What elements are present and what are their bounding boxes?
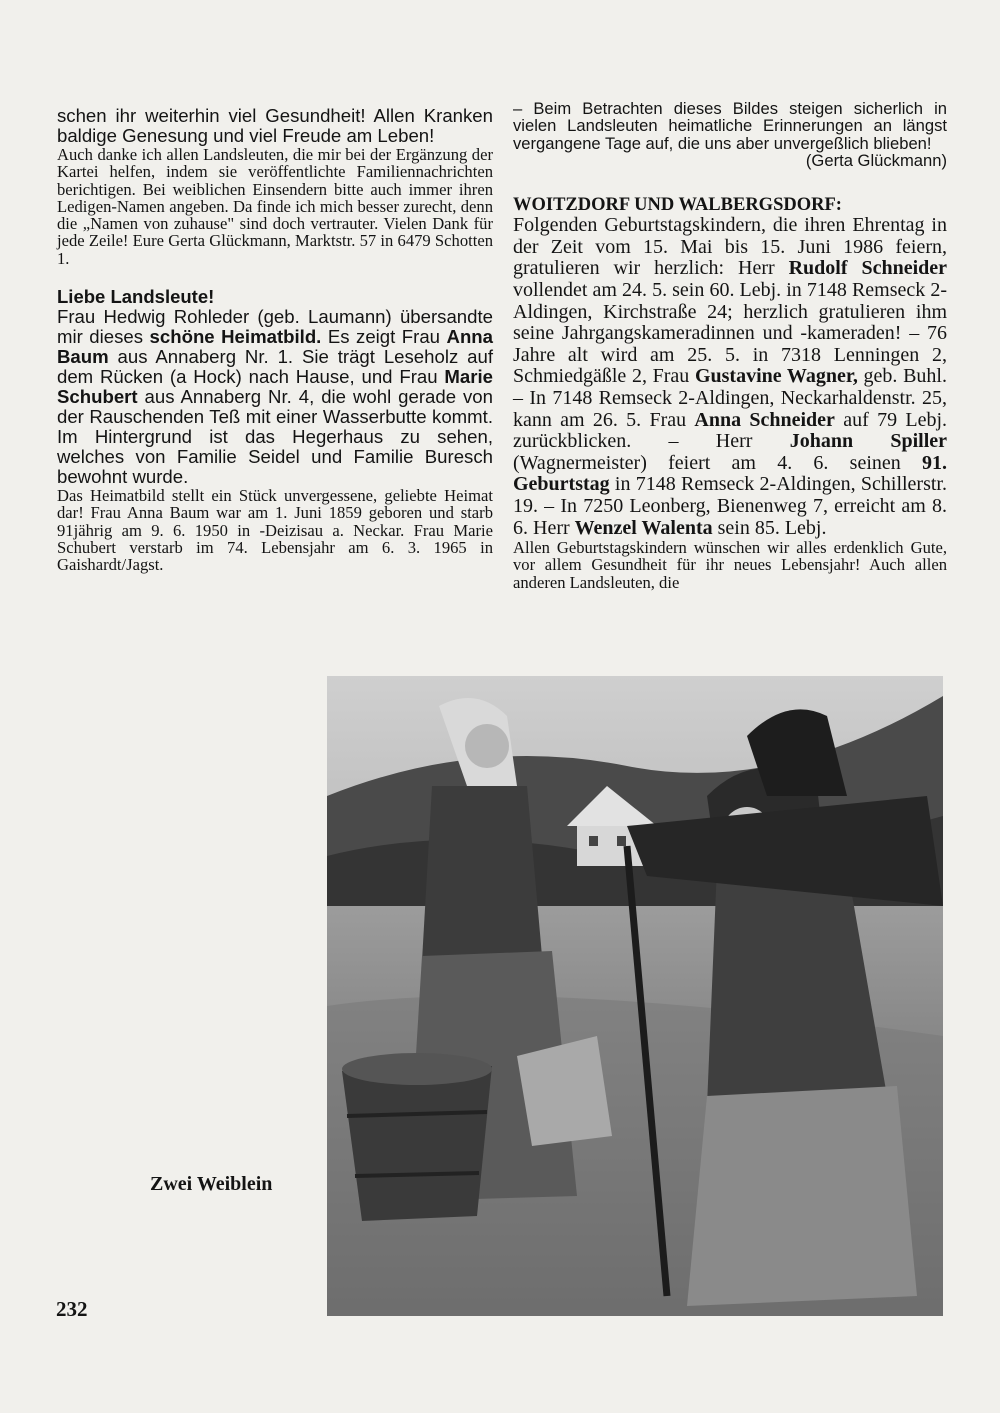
right-intro-text: – Beim Betrachten dieses Bildes steigen sicherlich in vielen Landsleuten heimatliche Erinnerungen an längst vergangene Tage auf, die uns aber unvergeßlich blieben! (Gerta Glückmann) [513, 99, 947, 170]
left-thanks-text: Auch danke ich allen Landsleuten, die mir bei der Ergänzung der Kartei helfen, indem sie veröffentlichte Familiennachrichten berichtigen. Bei weiblichen Einsendern bitte auch immer ihren Ledigen-Namen angeben. Da finde ich mich besser zurecht, denn die „Namen von zuhause" sind doch vertrauter. Vielen Dank für jede Zeile! Eure Gerta Glückmann, Marktstr. 57 in 6479 Schotten 1. [57, 145, 493, 268]
right-heading: WOITZDORF UND WALBERGSDORF: [513, 195, 842, 216]
page-number: 232 [56, 1297, 88, 1321]
left-intro-text: schen ihr weiterhin viel Gesundheit! Allen Kranken baldige Genesung und viel Freude am Leben! [57, 105, 493, 146]
photo-illustration [327, 676, 943, 1316]
left-closing-text: Das Heimatbild stellt ein Stück unvergessene, geliebte Heimat dar! Frau Anna Baum war am 1. Juni 1859 geboren und starb 91jährig am 9. 6. 1950 in -Deizisau a. Neckar. Frau Marie Schubert verstarb im 74. Lebensjahr am 6. 3. 1965 in Gaishardt/Jagst. [57, 486, 493, 575]
heimatbild-photo [327, 676, 943, 1316]
right-column [513, 100, 947, 591]
signature: (Gerta Glückmann) [805, 150, 947, 170]
right-closing-text: Allen Geburtstagskindern wünschen wir alles erdenklich Gute, vor allem Gesundheit für ihr neues Lebensjahr! Auch allen anderen Landsleuten, die [513, 538, 947, 592]
photo-caption: Zwei Weiblein [150, 1173, 273, 1195]
right-body-text: Folgenden Geburtstagskindern, die ihren Ehrentag in der Zeit vom 15. Mai bis 15. Juni 1986 feiern, gratulieren wir herzlich: Herr Rudolf Schneider vollendet am 24. 5. sein 60. Lebj. in 7148 Remseck 2-Aldingen, Kirchstraße 24; herzlich gratulieren ihm seine Jahrgangskameradinnen und -kameraden! – 76 Jahre alt wird am 25. 5. in 7318 Lenningen 2, Schmiedgäßle 2, Frau Gustavine Wagner, geb. Buhl. – In 7148 Remseck 2-Aldingen, Neckarhaldenstr. 25, kann am 26. 5. Frau Anna Schneider auf 79 Lebj. zurückblicken. – Herr Johann Spiller (Wagnermeister) feiert am 4. 6. seinen 91. Geburtstag in 7148 Remseck 2-Aldingen, Schillerstr. 19. – In 7250 Leonberg, Bienenweg 7, erreicht am 8. 6. Herr Wenzel Walenta sein 85. Lebj. [513, 214, 948, 539]
left-heading: Liebe Landsleute! [57, 286, 215, 308]
left-column [57, 106, 493, 574]
left-body-text: Frau Hedwig Rohleder (geb. Laumann) übersandte mir dieses schöne Heimatbild. Es zeigt Frau Anna Baum aus Annaberg Nr. 1. Sie trägt Leseholz auf dem Rücken (a Hock) nach Hause, und Frau Marie Schubert aus Annaberg Nr. 4, die wohl gerade von der Rauschenden Teß mit einer Wasserbutte kommt. Im Hintergrund ist das Hegerhaus zu sehen, welches von Familie Seidel und Familie Buresch bewohnt wurde. [57, 306, 493, 488]
